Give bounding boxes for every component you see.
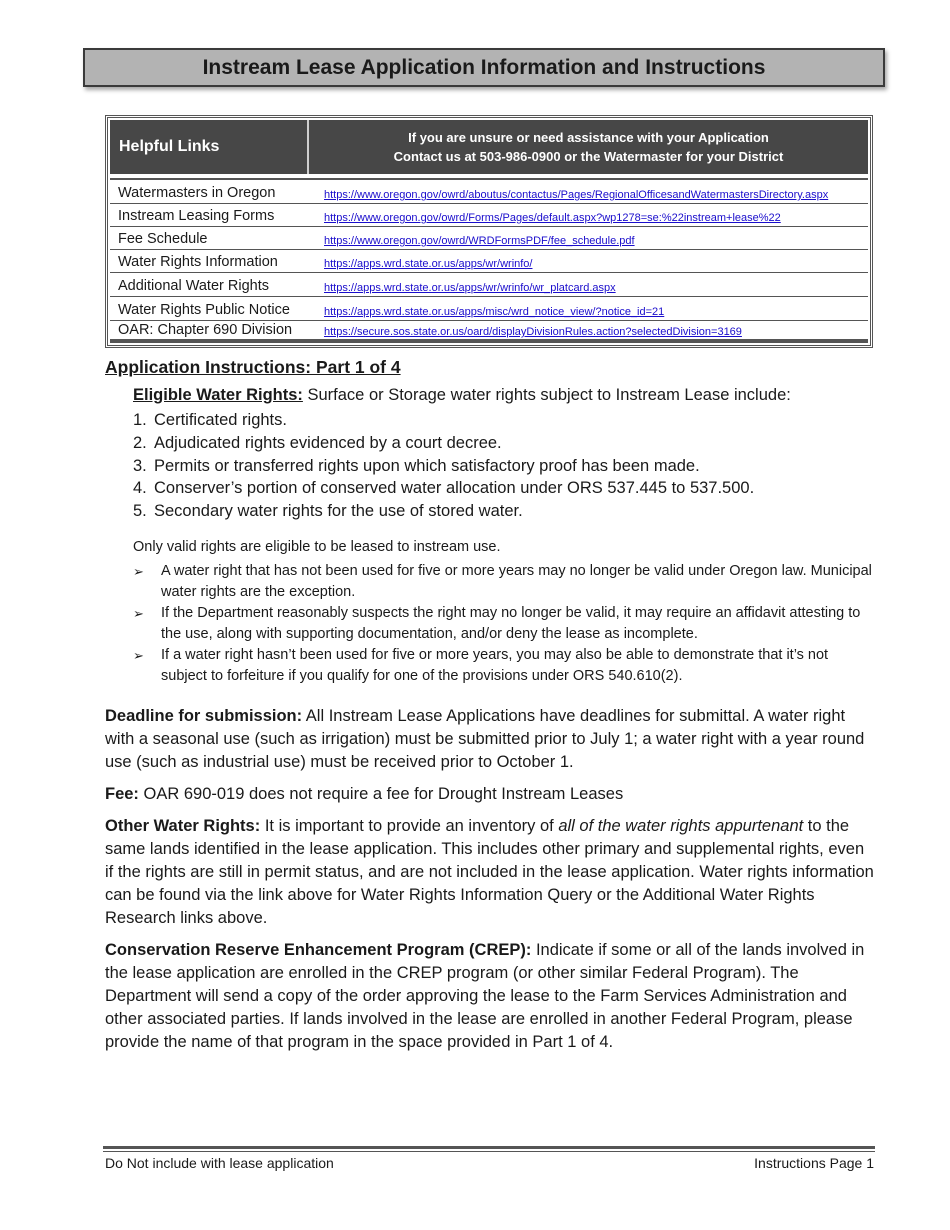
link-name: Additional Water Rights [118, 278, 269, 294]
list-item: ➢ If a water right hasn’t been used for five or more years, you may also be able to demonstrate that it’s not subject to forfeiture if you qualify for one of the provisions under ORS 540.610(2). [133, 646, 829, 684]
link-name: Fee Schedule [118, 231, 208, 247]
list-item: 1. Certificated rights. [133, 411, 287, 429]
link-url-oar[interactable]: https://secure.sos.state.or.us/oard/displayDivisionRules.action?selectedDivision=3169 [324, 326, 742, 338]
arrow-bullet-icon: ➢ [133, 605, 144, 621]
footer-note: Do Not include with lease application [105, 1155, 334, 1171]
arrow-bullet-icon: ➢ [133, 563, 144, 579]
fee-paragraph: Fee: OAR 690-019 does not require a fee for Drought Instream Leases [105, 784, 624, 803]
link-url-watermasters[interactable]: https://www.oregon.gov/owrd/aboutus/contactus/Pages/RegionalOfficesandWatermastersDirectory.aspx [324, 189, 829, 201]
eligible-text: Surface or Storage water rights subject to Instream Lease include: [302, 386, 791, 404]
instructions-content [105, 355, 875, 1054]
link-row-watermasters [110, 178, 868, 203]
arrow-bullet-icon: ➢ [133, 647, 144, 663]
helpful-links-rows [110, 178, 868, 340]
link-name: Instream Leasing Forms [118, 208, 275, 224]
helpful-links-table [105, 115, 873, 348]
list-item: 2. Adjudicated rights evidenced by a court decree. [133, 433, 502, 452]
link-url-additional-rights[interactable]: https://apps.wrd.state.or.us/apps/wr/wrinfo/wr_platcard.aspx [324, 282, 616, 294]
list-item: ➢ A water right that has not been used for five or more years may no longer be valid under Oregon law. Municipal water rights are the exception. [133, 562, 872, 600]
deadline-label: Deadline for submission: [105, 706, 303, 725]
crep-paragraph: Conservation Reserve Enhancement Program (CREP): Indicate if some or all of the lands involved in the lease application are enrolled in the CREP program (or other similar Federal Program). The Department will send a copy of the order approving the lease to the Farm Services Administration and other associated parties. If lands involved in the lease are enrolled in another Federal Program, please provide the name of that program in the space provided in Part 1 of 4. [105, 940, 865, 1051]
link-name: Water Rights Public Notice [118, 302, 290, 318]
validity-bullets [133, 561, 875, 687]
link-name: Water Rights Information [118, 254, 278, 270]
link-row-instream-forms [110, 203, 868, 226]
link-name: OAR: Chapter 690 Division [118, 322, 293, 338]
eligible-rights-intro [133, 383, 875, 407]
contact-line-1: If you are unsure or need assistance with your Application [408, 130, 769, 145]
helpful-links-header [110, 120, 868, 174]
link-name: Watermasters in Oregon [118, 185, 276, 201]
links-bottom-rule [110, 339, 868, 343]
deadline-paragraph: Deadline for submission: All Instream Lease Applications have deadlines for submittal. A water right with a seasonal use (such as irrigation) must be submitted prior to July 1; a water right with a year round use (such as industrial use) must be received prior to October 1. [105, 706, 865, 771]
footer-rule [103, 1146, 875, 1152]
contact-info [309, 120, 868, 174]
list-item: 3. Permits or transferred rights upon which satisfactory proof has been made. [133, 456, 700, 475]
helpful-links-label: Helpful Links [110, 120, 309, 174]
list-item: 4. Conserver’s portion of conserved water allocation under ORS 537.445 to 537.500. [133, 479, 755, 498]
link-url-water-rights-info[interactable]: https://apps.wrd.state.or.us/apps/wr/wrinfo/ [324, 258, 533, 270]
only-valid-note: Only valid rights are eligible to be leased to instream use. [133, 538, 501, 555]
eligible-rights-list [133, 409, 875, 523]
page-number: Instructions Page 1 [754, 1155, 874, 1171]
eligible-label: Eligible Water Rights: [133, 386, 303, 404]
link-url-instream-forms[interactable]: https://www.oregon.gov/owrd/Forms/Pages/default.aspx?wp1278=se:%22instream+lease%22 [324, 212, 781, 224]
link-row-additional-rights [110, 272, 868, 296]
link-row-fee-schedule [110, 226, 868, 249]
other-rights-label: Other Water Rights: [105, 816, 261, 835]
contact-line-2: Contact us at 503-986-0900 or the Watermaster for your District [393, 149, 784, 164]
link-row-public-notice [110, 296, 868, 320]
other-rights-paragraph: Other Water Rights: It is important to provide an inventory of all of the water rights appurtenant to the same lands identified in the lease application. This includes other primary and supplemental rights, even if the rights are still in permit status, and are not included in the lease application. Water rights information can be found via the link above for Water Rights Information Query or the Additional Water Rights Research links above. [105, 816, 874, 927]
list-item: ➢ If the Department reasonably suspects the right may no longer be valid, it may require an affidavit attesting to the use, along with supporting documentation, and/or deny the lease as incomplete. [133, 604, 861, 642]
crep-label: Conservation Reserve Enhancement Program (CREP): [105, 940, 532, 959]
page-title: Instream Lease Application Information and Instructions [83, 48, 885, 87]
link-url-public-notice[interactable]: https://apps.wrd.state.or.us/apps/misc/wrd_notice_view/?notice_id=21 [324, 306, 665, 318]
fee-label: Fee: [105, 784, 139, 803]
link-row-oar [110, 320, 868, 340]
link-url-fee-schedule[interactable]: https://www.oregon.gov/owrd/WRDFormsPDF/fee_schedule.pdf [324, 235, 635, 247]
link-row-water-rights-info [110, 249, 868, 272]
list-item: 5. Secondary water rights for the use of stored water. [133, 502, 523, 521]
section-heading: Application Instructions: Part 1 of 4 [105, 357, 401, 377]
